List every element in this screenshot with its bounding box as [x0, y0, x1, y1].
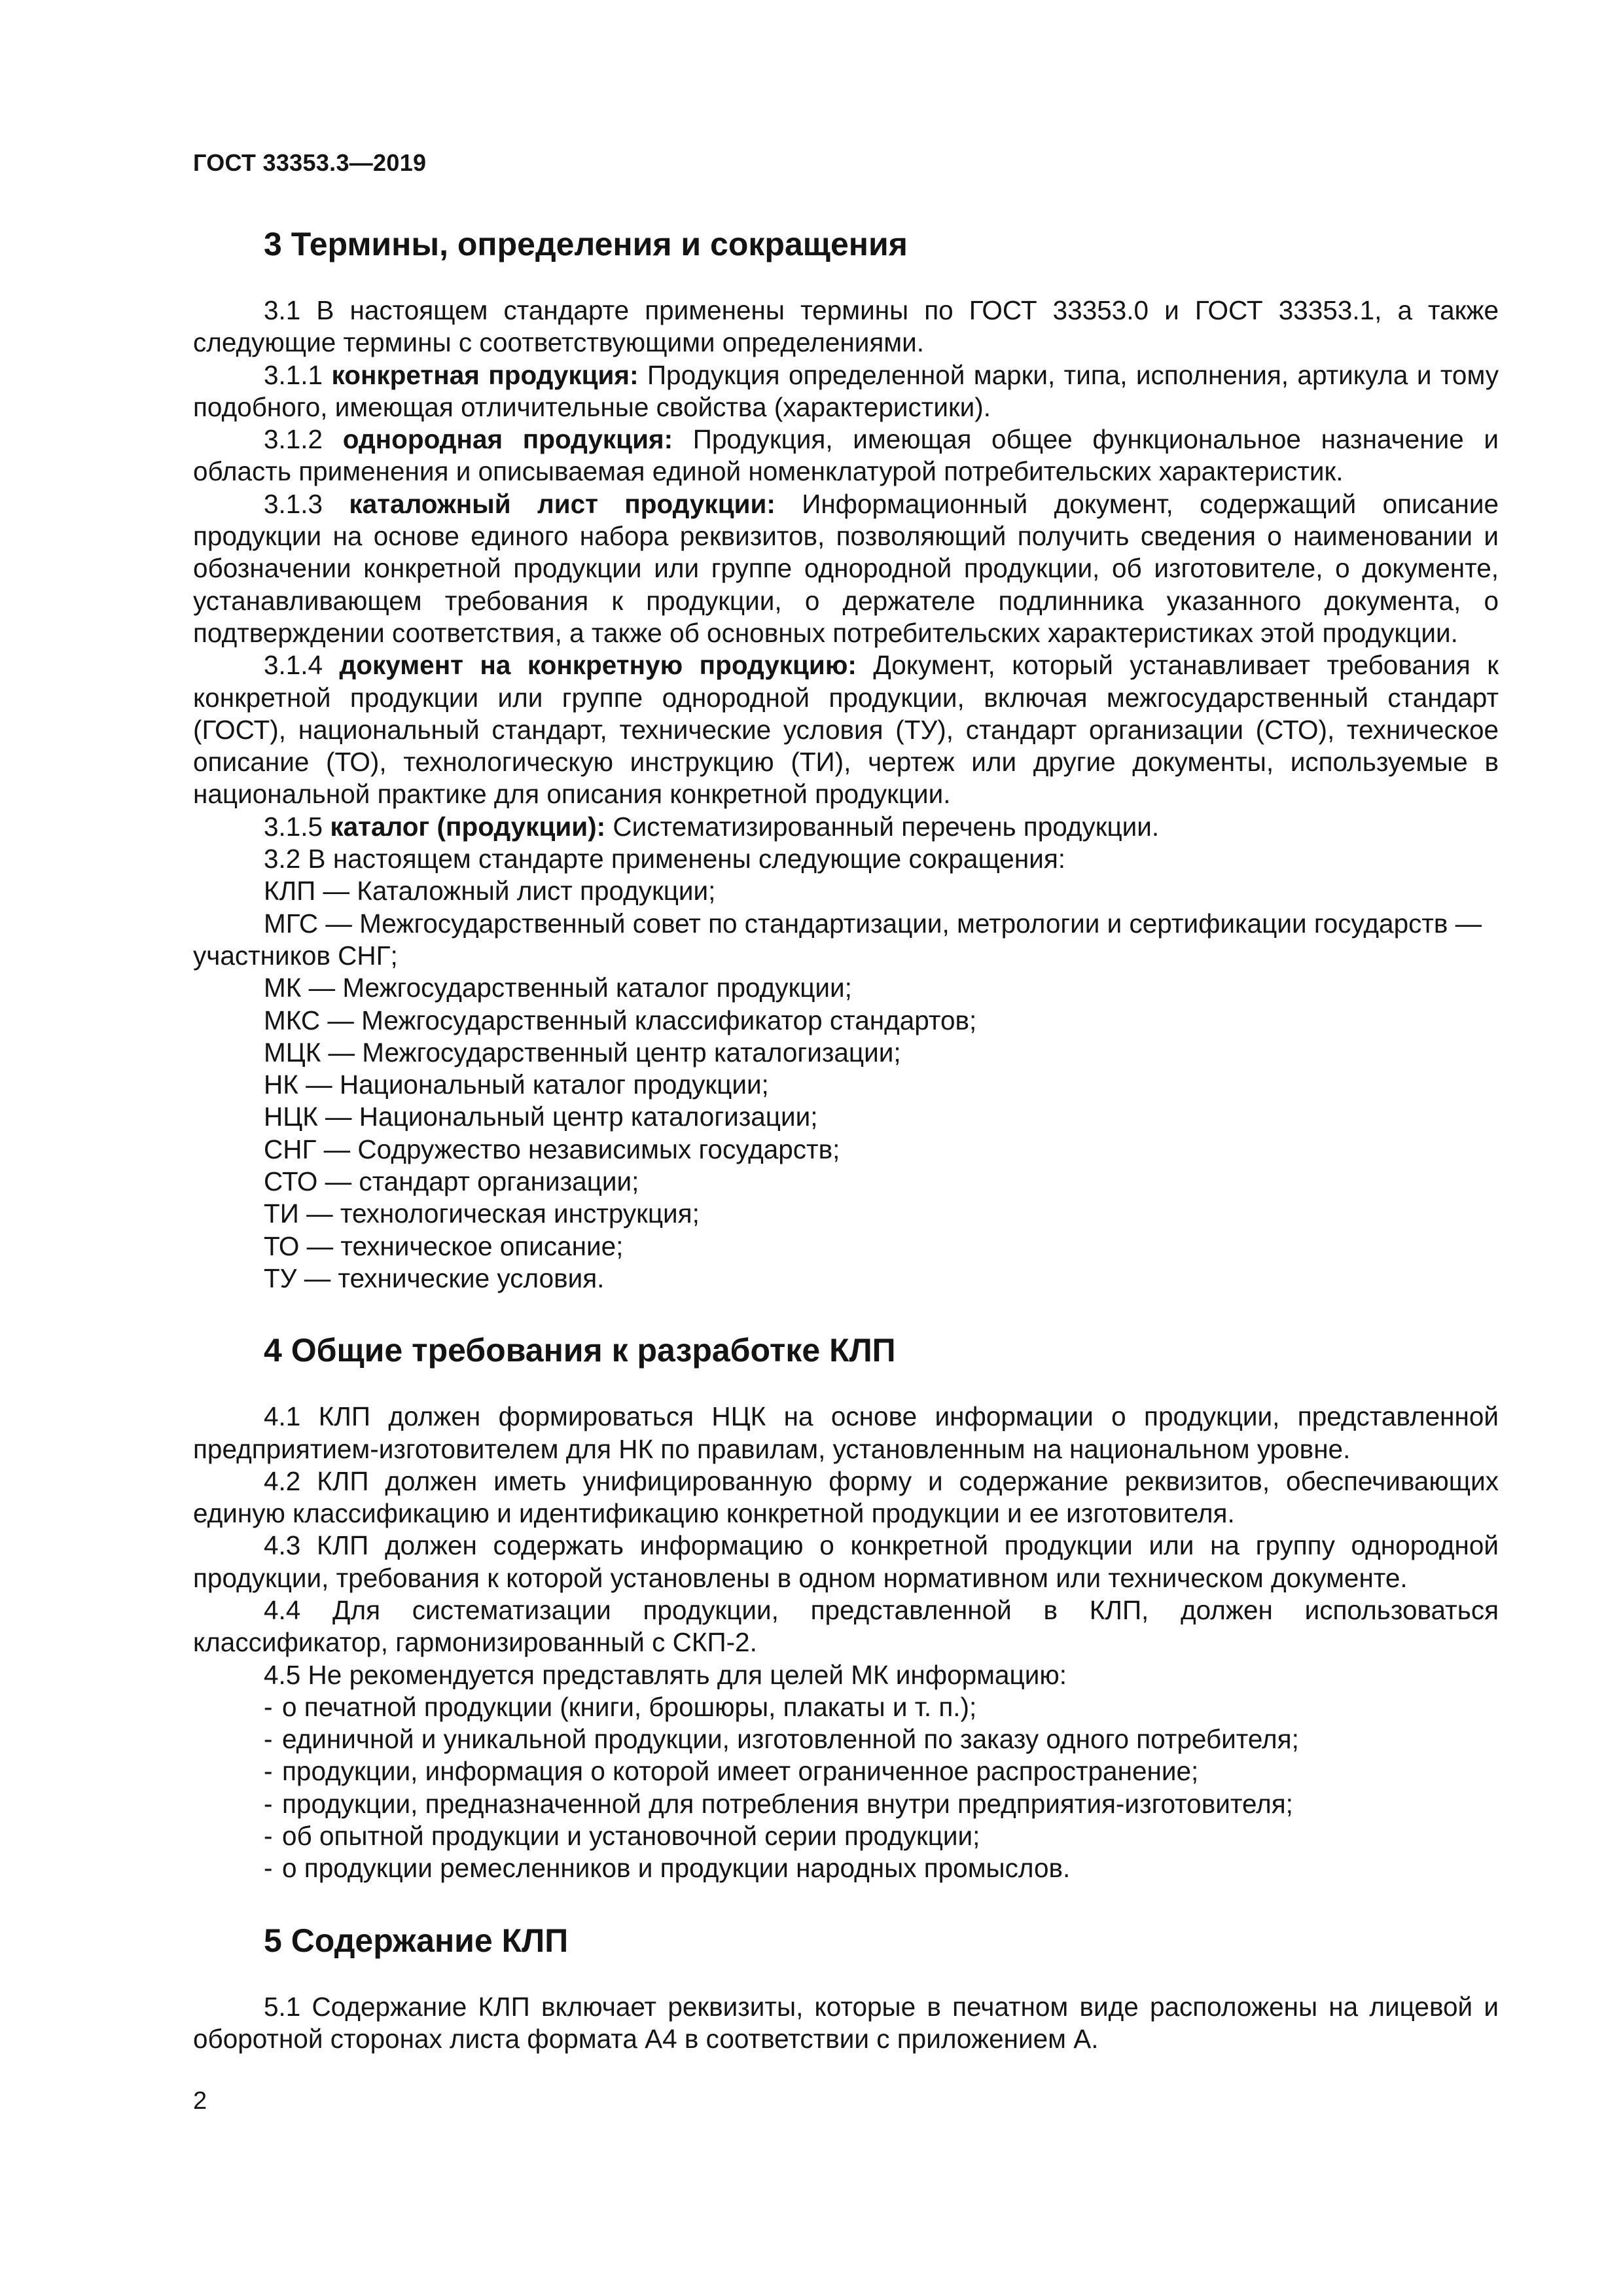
- list-item: [193, 1755, 1499, 1787]
- term-3-1-4: [193, 649, 1499, 810]
- term-name: документ на конкретную продукцию:: [339, 650, 857, 681]
- dash-marker: -: [264, 1691, 273, 1722]
- term-name: конкретная продукция:: [331, 359, 639, 390]
- list-item: [193, 1788, 1499, 1820]
- list-item: [193, 1723, 1499, 1755]
- term-number: 3.1.4: [264, 650, 340, 681]
- abbreviation-item: МЦК — Межгосударственный центр каталогизации;: [264, 1037, 901, 1067]
- section-4-title: 4 Общие требования к разработке КЛП: [264, 1332, 896, 1369]
- paragraph-4-1: 4.1 КЛП должен формироваться НЦК на основе информации о продукции, представленной предприятием-изготовителем для НК по правилам, установленным на национальном уровне.: [193, 1401, 1499, 1464]
- abbreviation-item: НЦК — Национальный центр каталогизации;: [264, 1102, 818, 1132]
- dash-marker: -: [264, 1821, 273, 1852]
- paragraph-4-5: 4.5 Не рекомендуется представлять для целей МК информацию:: [264, 1659, 1067, 1690]
- term-3-1-1: [193, 359, 1499, 424]
- list-item-text: о продукции ремесленников и продукции народных промыслов.: [282, 1853, 1071, 1884]
- abbreviation-item: МК — Межгосударственный каталог продукции;: [264, 973, 852, 1003]
- dash-marker: -: [264, 1756, 273, 1787]
- paragraph-4-3: 4.3 КЛП должен содержать информацию о конкретной продукции или на группу однородной продукции, требования к которой установлены в одном нормативном или техническом документе.: [193, 1530, 1499, 1593]
- paragraph-3-1: 3.1 В настоящем стандарте применены термины по ГОСТ 33353.0 и ГОСТ 33353.1, а также следующие термины с соответствующими определениями.: [193, 295, 1499, 358]
- section-5-title: 5 Содержание КЛП: [264, 1922, 569, 1959]
- term-number: 3.1.3: [264, 488, 349, 519]
- paragraph-4-2: 4.2 КЛП должен иметь унифицированную форму и содержание реквизитов, обеспечивающих единую классификацию и идентификацию конкретной продукции и ее изготовителя.: [193, 1465, 1499, 1529]
- list-item-text: продукции, предназначенной для потребления внутри предприятия-изготовителя;: [282, 1788, 1293, 1819]
- term-name: каталог (продукции):: [330, 811, 606, 842]
- list-item-text: об опытной продукции и установочной серии продукции;: [282, 1821, 980, 1852]
- term-3-1-5: [193, 811, 1499, 843]
- list-item: [193, 1691, 1499, 1723]
- abbreviation-item: ТИ — технологическая инструкция;: [264, 1198, 700, 1229]
- abbreviation-item: КЛП — Каталожный лист продукции;: [264, 876, 716, 906]
- term-3-1-2: [193, 423, 1499, 488]
- abbreviation-item: СНГ — Содружество независимых государств;: [264, 1134, 840, 1164]
- section-3-title: 3 Термины, определения и сокращения: [264, 226, 908, 262]
- list-item-text: о печатной продукции (книги, брошюры, плакаты и т. п.);: [282, 1691, 977, 1722]
- term-number: 3.1.1: [264, 359, 332, 390]
- term-definition: Продукция определенной марки, типа, исполнения, артикула и тому подобного, имеющая отличительные свойства (характеристики).: [193, 359, 1499, 422]
- term-name: каталожный лист продукции:: [349, 488, 776, 519]
- abbreviation-item: МКС — Межгосударственный классификатор стандартов;: [264, 1005, 977, 1035]
- term-definition: Продукция, имеющая общее функциональное назначение и область применения и описываемая единой номенклатурой потребительских характеристик.: [193, 424, 1499, 487]
- paragraph-3-2: 3.2 В настоящем стандарте применены следующие сокращения:: [264, 844, 1066, 874]
- list-item-text: единичной и уникальной продукции, изготовленной по заказу одного потребителя;: [282, 1724, 1299, 1755]
- list-item-text: продукции, информация о которой имеет ограниченное распространение;: [282, 1756, 1199, 1787]
- term-definition: Документ, который устанавливает требования к конкретной продукции или группе однородной продукции, включая межгосударственный стандарт (ГОСТ), национальный стандарт, технические условия (ТУ), стандарт организации (СТО), техническое описание (ТО), технологическую инструкцию (ТИ), чертеж или другие документы, используемые в национальной практике для описания конкретной продукции.: [193, 650, 1499, 810]
- document-header-id: ГОСТ 33353.3—2019: [193, 149, 427, 176]
- document-body: [193, 223, 1499, 2055]
- abbreviation-item: ТУ — технические условия.: [264, 1263, 605, 1293]
- abbreviation-item: ТО — техническое описание;: [264, 1230, 624, 1261]
- dash-marker: -: [264, 1853, 273, 1884]
- term-definition: Систематизированный перечень продукции.: [605, 811, 1160, 842]
- term-3-1-3: [193, 488, 1499, 649]
- list-item: [193, 1852, 1499, 1884]
- dash-marker: -: [264, 1788, 273, 1819]
- term-number: 3.1.5: [264, 811, 330, 842]
- term-definition: Информационный документ, содержащий описание продукции на основе единого набора реквизитов, позволяющий получить сведения о наименовании и обозначении конкретной продукции или группе однородной продукции, об изготовителе, о документе, устанавливающем требования к продукции, о держателе подлинника указанного документа, о подтверждении соответствия, а также об основных потребительских характеристиках этой продукции.: [193, 488, 1499, 648]
- paragraph-5-1: 5.1 Содержание КЛП включает реквизиты, которые в печатном виде расположены на лицевой и оборотной сторонах листа формата А4 в соответствии с приложением А.: [193, 1991, 1499, 2054]
- list-item: [193, 1820, 1499, 1852]
- abbreviation-item: СТО — стандарт организации;: [264, 1166, 639, 1197]
- dash-marker: -: [264, 1724, 273, 1755]
- term-number: 3.1.2: [264, 424, 343, 455]
- page-number: 2: [193, 2087, 207, 2115]
- term-name: однородная продукция:: [342, 424, 673, 455]
- abbreviation-item: НК — Национальный каталог продукции;: [264, 1069, 769, 1100]
- abbreviation-item: МГС — Межгосударственный совет по стандартизации, метрологии и сертификации государств — участников СНГ;: [193, 908, 1482, 971]
- paragraph-4-4: 4.4 Для систематизации продукции, представленной в КЛП, должен использоваться классификатор, гармонизированный с СКП-2.: [193, 1594, 1499, 1658]
